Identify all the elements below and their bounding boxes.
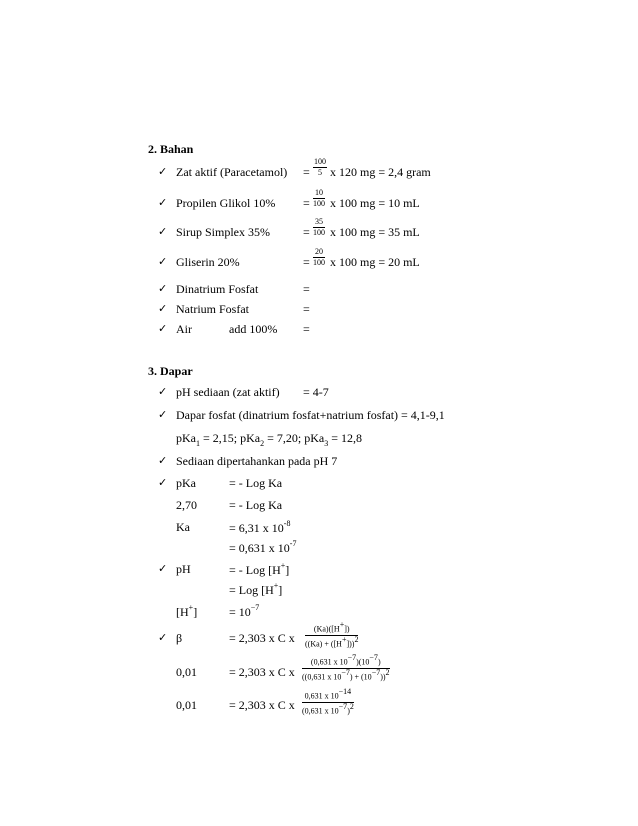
pka3-subscript: 3 (324, 439, 329, 449)
checkmark-icon: ✓ (158, 225, 168, 238)
numerator-text: (Ka)([H (313, 624, 340, 634)
numerator-tail: ) (377, 657, 381, 667)
calc-row-label: pH (176, 562, 191, 576)
fraction (313, 248, 325, 267)
fraction-numerator: 35 (315, 217, 323, 226)
bahan-item-label: Dinatrium Fosfat (176, 282, 259, 296)
calc-row-value (229, 563, 289, 576)
calc-row-value (229, 541, 296, 554)
fraction (313, 218, 325, 237)
h-bracket-close: ] (193, 605, 198, 619)
exponent: −7 (338, 701, 348, 711)
fraction-denominator: 100 (313, 228, 325, 237)
fraction (313, 158, 327, 177)
ph-sediaan-value: = 4-7 (303, 385, 329, 399)
exponent: 2 (385, 667, 390, 677)
calc-row-label: pKa (176, 476, 196, 490)
bahan-item-value: x 120 mg = 2,4 gram (330, 165, 431, 179)
equals-sign: = (303, 225, 310, 239)
dapar-fosfat-line: Dapar fosfat (dinatrium fosfat+natrium fosfat) = 4,1-9,1 (176, 408, 445, 422)
superscript-plus: + (188, 603, 194, 612)
calc-row-expression: = 10 (229, 605, 251, 619)
exponent: −7 (341, 667, 350, 677)
calc-row-expression: = 0,631 x 10 (229, 541, 290, 555)
bahan-item-label: Gliserin 20% (176, 255, 240, 269)
superscript-plus: + (341, 634, 347, 644)
fraction-denominator: 100 (313, 199, 325, 208)
fraction (302, 655, 390, 681)
fraction-denominator: 5 (318, 168, 322, 177)
h-bracket-open: [H (176, 605, 189, 619)
fraction-numerator (305, 622, 358, 636)
bahan-item-label: Natrium Fosfat (176, 302, 249, 316)
superscript-plus: + (280, 561, 286, 570)
checkmark-icon: ✓ (158, 282, 168, 295)
numerator-text: (0,631 x 10 (310, 657, 348, 667)
calc-row-value: = 2,303 x C x (229, 665, 295, 679)
fraction (302, 689, 354, 715)
fraction-numerator: 100 (314, 157, 326, 166)
pka1-subscript: 1 (196, 439, 200, 449)
bahan-item-label: Zat aktif (Paracetamol) (176, 165, 288, 179)
calc-row-label: 0,01 (176, 665, 197, 679)
bahan-item-label: Propilen Glikol 10% (176, 196, 276, 210)
bahan-item-label: Air (176, 322, 192, 336)
section-heading-dapar: 3. Dapar (148, 364, 193, 378)
checkmark-icon: ✓ (158, 302, 168, 315)
numerator-text: 0,631 x 10 (304, 691, 339, 701)
exponent: −7 (369, 653, 378, 662)
checkmark-icon: ✓ (158, 165, 168, 178)
pka-values-line (176, 432, 362, 447)
checkmark-icon: ✓ (158, 196, 168, 209)
pka1-label: pKa (176, 431, 196, 445)
denominator-text: (0,631 x 10 (302, 706, 339, 716)
denominator-mid: ) + (10 (349, 672, 372, 682)
fraction (313, 189, 325, 208)
equals-sign: = (303, 302, 310, 316)
pka3-value: = 12,8 (328, 431, 362, 445)
checkmark-icon: ✓ (158, 631, 168, 644)
checkmark-icon: ✓ (158, 255, 168, 268)
sediaan-line: Sediaan dipertahankan pada pH 7 (176, 454, 338, 468)
superscript-plus: + (339, 620, 345, 629)
equals-sign: = (303, 322, 310, 336)
checkmark-icon: ✓ (158, 322, 168, 335)
bahan-item-value: x 100 mg = 10 mL (330, 196, 420, 210)
calc-row-label (176, 605, 197, 618)
calc-row-label: Ka (176, 520, 190, 534)
bracket-close: ] (278, 583, 283, 597)
calc-row-expression: = 6,31 x 10 (229, 521, 284, 535)
bahan-item-value: x 100 mg = 35 mL (330, 225, 420, 239)
fraction-numerator: 10 (315, 188, 323, 197)
equals-sign: = (303, 196, 310, 210)
checkmark-icon: ✓ (158, 408, 168, 421)
calc-row-label: 2,70 (176, 498, 197, 512)
checkmark-icon: ✓ (158, 454, 168, 467)
fraction-numerator: 20 (315, 247, 323, 256)
exponent: -7 (289, 539, 297, 548)
calc-row-value (229, 583, 282, 596)
denominator-tail: ) (347, 706, 350, 716)
exponent: −7 (347, 653, 357, 662)
beta-equation: = 2,303 x C x (229, 631, 295, 645)
bracket-close: ] (285, 563, 290, 577)
checkmark-icon: ✓ (158, 562, 168, 575)
numerator-tail: ]) (344, 624, 350, 634)
denominator-tail: ])) (346, 639, 355, 649)
exponent: -8 (283, 519, 291, 528)
checkmark-icon: ✓ (158, 385, 168, 398)
denominator-text: ((0,631 x 10 (302, 672, 342, 682)
calc-row-expression: = - Log [H (229, 563, 281, 577)
calc-row-expression: = Log [H (229, 583, 274, 597)
pka1-value: = 2,15; pKa (200, 431, 261, 445)
fraction-denominator (302, 703, 354, 716)
exponent: 2 (349, 701, 354, 711)
calc-row-value (229, 605, 259, 618)
equals-sign: = (303, 255, 310, 269)
fraction-denominator (305, 636, 358, 649)
equals-sign: = (303, 165, 310, 179)
calc-row-label: 0,01 (176, 698, 197, 712)
ph-sediaan-label: pH sediaan (zat aktif) (176, 385, 280, 399)
calc-row-value: = - Log Ka (229, 498, 283, 512)
numerator-mid: )(10 (356, 657, 370, 667)
exponent: 2 (354, 634, 359, 644)
beta-symbol: β (176, 631, 183, 645)
bahan-item-label-extra: add 100% (229, 322, 278, 336)
pka2-value: = 7,20; pKa (264, 431, 325, 445)
section-heading-bahan: 2. Bahan (148, 142, 194, 156)
denominator-text: ((Ka) + ([H (305, 639, 342, 649)
equals-sign: = (303, 282, 310, 296)
beta-fraction (305, 622, 358, 648)
fraction-denominator: 100 (313, 258, 325, 267)
calc-row-value: = 2,303 x C x (229, 698, 295, 712)
fraction-numerator (302, 689, 354, 703)
calc-row-value (229, 521, 290, 534)
checkmark-icon: ✓ (158, 476, 168, 489)
fraction-numerator (302, 655, 390, 669)
calc-row-value: = - Log Ka (229, 476, 283, 490)
fraction-denominator (302, 669, 390, 682)
exponent: −14 (338, 687, 352, 696)
exponent: −7 (371, 667, 381, 677)
superscript-plus: + (273, 581, 279, 590)
bahan-item-value: x 100 mg = 20 mL (330, 255, 420, 269)
bahan-item-label: Sirup Simplex 35% (176, 225, 271, 239)
exponent: −7 (250, 603, 260, 612)
pka2-subscript: 2 (260, 439, 265, 449)
denominator-tail: )) (380, 672, 386, 682)
